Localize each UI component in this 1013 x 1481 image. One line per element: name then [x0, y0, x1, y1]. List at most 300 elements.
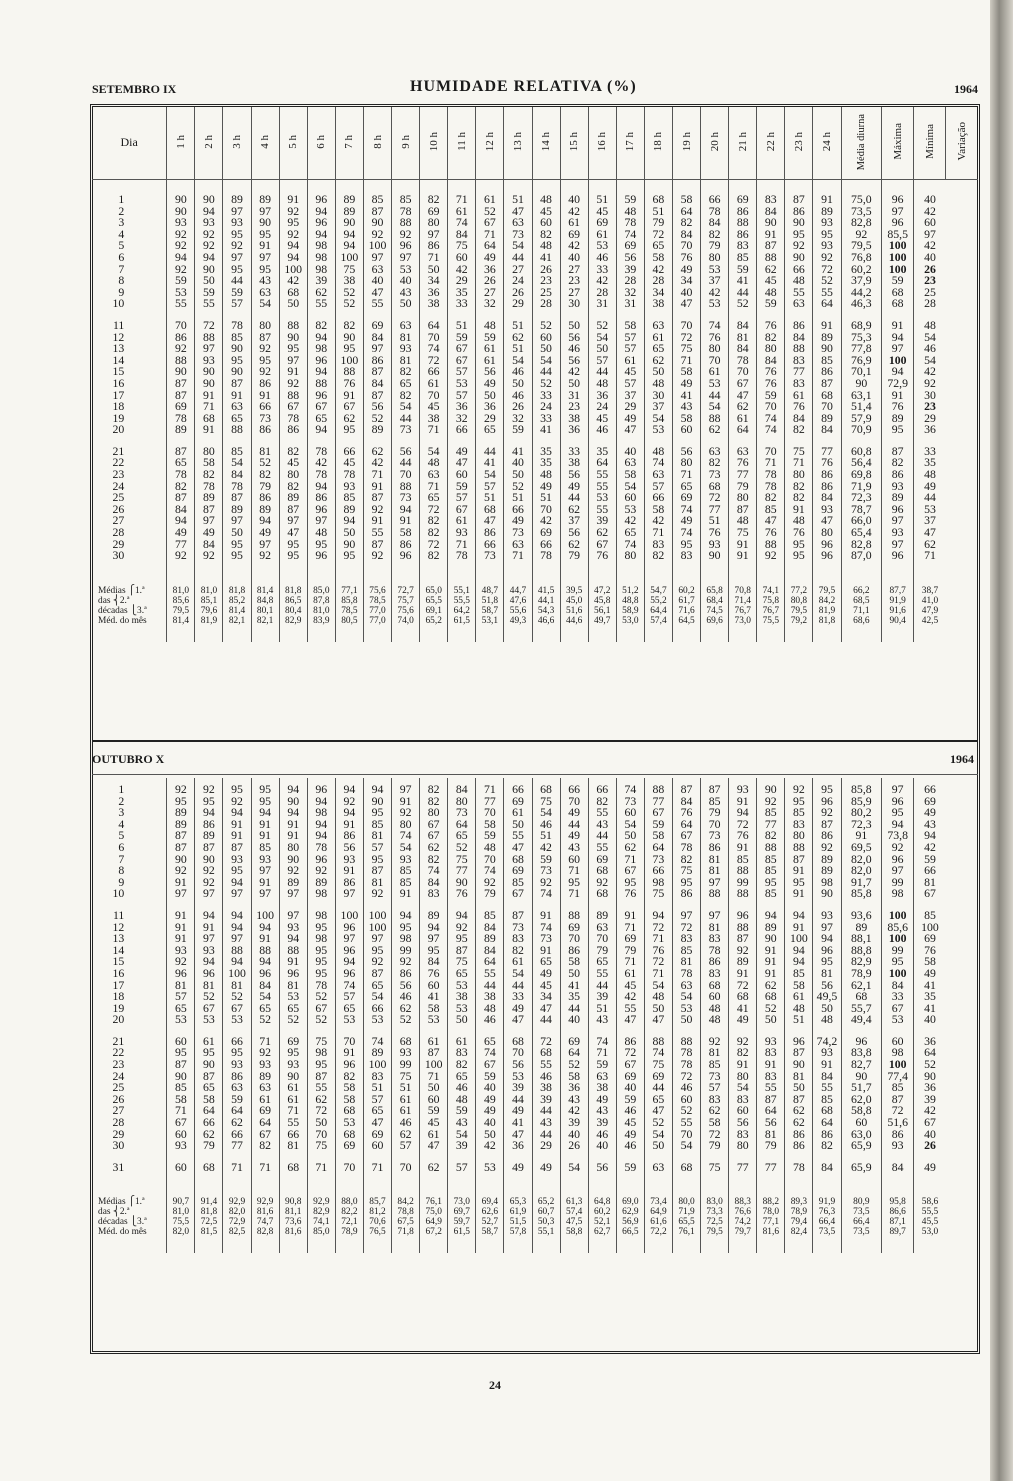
value-cell: 92	[279, 229, 307, 241]
value-cell: 71	[195, 401, 223, 413]
value-cell: 98	[307, 252, 335, 264]
spacer-cell	[363, 562, 391, 586]
value-cell: 50	[532, 343, 560, 355]
month-label: SETEMBRO IX	[92, 82, 177, 96]
value-cell: 57	[588, 355, 616, 367]
value-cell: 35	[532, 446, 560, 458]
value-cell: 97	[307, 515, 335, 527]
section-rule	[92, 774, 978, 775]
value-cell: 92	[841, 229, 882, 241]
value-cell: 40	[476, 1082, 504, 1094]
table-row	[92, 469, 978, 481]
table-row	[92, 481, 978, 493]
value-cell: 94	[195, 807, 223, 819]
column-header	[420, 107, 448, 180]
day-cell: 27	[112, 1103, 125, 1118]
value-cell: 49	[729, 1014, 757, 1026]
spacer-cell	[476, 562, 504, 586]
value-cell: 63	[504, 217, 532, 229]
value-cell: 44	[504, 1094, 532, 1106]
day-cell: 4	[118, 816, 125, 831]
value-cell: 51	[588, 1003, 616, 1015]
value-cell: 35	[914, 457, 946, 469]
value-cell: 41	[476, 457, 504, 469]
value-cell: 87	[785, 1047, 813, 1059]
value-cell: 40	[914, 1014, 946, 1026]
column-header-label: 12 h	[483, 132, 496, 152]
value-cell: 75	[448, 854, 476, 866]
value-cell: 41	[532, 252, 560, 264]
value-cell: 61	[785, 991, 813, 1003]
value-cell: 91	[616, 910, 644, 922]
average-value: 72,5	[701, 1217, 729, 1227]
value-cell: 41	[560, 980, 588, 992]
average-value: 51,8	[476, 596, 504, 606]
value-cell: 65	[167, 1003, 195, 1015]
value-cell: 94	[882, 819, 914, 831]
average-value: 66,4	[841, 1217, 882, 1227]
value-cell: 68	[813, 390, 841, 402]
value-cell: 58	[335, 1082, 363, 1094]
value-cell: 72	[532, 1036, 560, 1048]
value-cell: 42	[644, 515, 672, 527]
value-cell: 81	[167, 980, 195, 992]
average-value: 80,9	[841, 1197, 882, 1207]
value-cell: 93	[757, 1036, 785, 1048]
spacer-row	[92, 900, 978, 910]
column-header	[914, 107, 946, 180]
value-cell: 47	[504, 842, 532, 854]
value-cell: 96	[785, 1036, 813, 1048]
value-cell: 73	[504, 527, 532, 539]
spacer-cell	[729, 562, 757, 586]
value-cell: 58	[560, 956, 588, 968]
value-cell: 59	[420, 1105, 448, 1117]
value-cell: 32	[476, 298, 504, 310]
value-cell: 69	[588, 217, 616, 229]
value-cell: 96	[882, 194, 914, 206]
value-cell: 91	[729, 1059, 757, 1071]
value-cell: 62	[307, 1094, 335, 1106]
value-cell: 93	[223, 854, 251, 866]
value-cell: 95	[882, 807, 914, 819]
spacer-cell	[914, 626, 946, 642]
average-value: 39,5	[560, 586, 588, 596]
value-cell: 81	[392, 332, 420, 344]
value-cell: 83	[729, 1094, 757, 1106]
day-cell: 14	[112, 352, 125, 367]
value-cell: 87,0	[841, 550, 882, 562]
value-cell: 55	[363, 298, 391, 310]
value-cell: 78	[785, 1162, 813, 1174]
value-cell: 93	[813, 1047, 841, 1059]
value-cell: 92	[195, 865, 223, 877]
value-cell: 76	[701, 527, 729, 539]
value-cell: 88	[729, 217, 757, 229]
value-cell: 52	[307, 991, 335, 1003]
value-cell: 81	[701, 865, 729, 877]
value-cell: 81	[672, 956, 700, 968]
average-value: 65,2	[532, 1197, 560, 1207]
value-cell: 42	[560, 366, 588, 378]
value-cell: 54	[392, 842, 420, 854]
value-cell: 46	[588, 424, 616, 436]
value-cell: 90	[279, 854, 307, 866]
value-cell: 92	[167, 784, 195, 796]
september-table	[92, 107, 978, 642]
value-cell: 57,9	[841, 413, 882, 425]
value-cell: 49	[560, 830, 588, 842]
day-cell: 18	[112, 989, 125, 1004]
column-header	[588, 107, 616, 180]
value-cell: 25	[532, 287, 560, 299]
value-cell: 50	[392, 298, 420, 310]
table-row	[92, 1071, 978, 1083]
value-cell: 82,9	[841, 956, 882, 968]
value-cell: 95	[363, 945, 391, 957]
value-cell: 43	[560, 842, 588, 854]
average-value: 92,9	[251, 1197, 279, 1207]
value-cell: 55	[588, 968, 616, 980]
value-cell: 88	[560, 910, 588, 922]
average-value: 72,5	[195, 1217, 223, 1227]
average-value: 55,5	[914, 1207, 946, 1217]
average-value: 74,2	[729, 1217, 757, 1227]
value-cell: 66	[223, 1036, 251, 1048]
table-row	[92, 784, 978, 796]
value-cell: 65	[644, 240, 672, 252]
value-cell: 46	[672, 1082, 700, 1094]
value-cell: 99	[882, 945, 914, 957]
value-cell: 89	[363, 1047, 391, 1059]
value-cell: 100	[882, 240, 914, 252]
value-cell: 91	[532, 910, 560, 922]
average-value: 91,4	[195, 1197, 223, 1207]
average-label: Médias ⎧1.ª	[98, 1197, 145, 1208]
average-value: 71,6	[672, 606, 700, 616]
value-cell: 100	[882, 1059, 914, 1071]
value-cell: 79	[588, 945, 616, 957]
value-cell: 73,5	[841, 206, 882, 218]
column-header-label: 11 h	[455, 132, 468, 152]
value-cell: 62	[785, 1117, 813, 1129]
value-cell: 67	[307, 1003, 335, 1015]
value-cell: 60	[616, 807, 644, 819]
value-cell: 91	[813, 194, 841, 206]
column-header	[363, 107, 391, 180]
value-cell: 58	[616, 469, 644, 481]
value-cell: 55	[307, 298, 335, 310]
value-cell: 84	[448, 784, 476, 796]
value-cell: 51,6	[882, 1117, 914, 1129]
value-cell: 100	[335, 252, 363, 264]
value-cell: 99	[392, 1059, 420, 1071]
value-cell: 67	[476, 217, 504, 229]
value-cell: 91	[223, 390, 251, 402]
value-cell: 62	[420, 842, 448, 854]
value-cell: 71	[672, 355, 700, 367]
value-cell: 67	[448, 355, 476, 367]
average-value: 73,6	[279, 1217, 307, 1227]
value-cell: 88,1	[841, 933, 882, 945]
value-cell: 82	[757, 492, 785, 504]
value-cell: 81	[701, 922, 729, 934]
day-cell: 1	[118, 782, 125, 796]
value-cell: 48	[644, 446, 672, 458]
column-header	[785, 107, 813, 180]
average-value: 82,1	[223, 616, 251, 626]
day-cell: 22	[112, 1045, 125, 1060]
value-cell: 93	[813, 504, 841, 516]
value-cell: 69	[167, 401, 195, 413]
value-cell: 87	[195, 1071, 223, 1083]
average-value: 47,2	[588, 586, 616, 596]
value-cell: 81	[701, 854, 729, 866]
value-cell: 57	[363, 1094, 391, 1106]
day-cell: 25	[112, 1080, 125, 1095]
table-row	[92, 390, 978, 402]
average-row	[92, 1227, 978, 1237]
value-cell: 85,8	[841, 888, 882, 900]
value-cell: 37	[560, 515, 588, 527]
value-cell: 63	[223, 401, 251, 413]
value-cell: 66	[476, 539, 504, 551]
value-cell: 39	[307, 275, 335, 287]
average-value: 85,6	[167, 596, 195, 606]
day-cell: 26	[112, 1091, 125, 1106]
value-cell: 50	[616, 830, 644, 842]
day-cell: 12	[112, 919, 125, 934]
value-cell: 84	[363, 378, 391, 390]
value-cell: 80	[785, 469, 813, 481]
value-cell: 88	[729, 865, 757, 877]
value-cell: 97	[279, 910, 307, 922]
value-cell: 90	[195, 366, 223, 378]
value-cell: 91	[785, 922, 813, 934]
value-cell: 98	[307, 888, 335, 900]
value-cell: 61	[560, 217, 588, 229]
value-cell: 86	[335, 830, 363, 842]
value-cell: 44	[560, 492, 588, 504]
value-cell: 98	[392, 933, 420, 945]
value-cell: 30	[644, 390, 672, 402]
spacer-cell	[307, 626, 335, 642]
value-cell: 86	[785, 1140, 813, 1152]
value-cell: 85	[701, 796, 729, 808]
value-cell: 91	[882, 390, 914, 402]
value-cell: 33	[588, 264, 616, 276]
value-cell: 79	[757, 1140, 785, 1152]
value-cell: 77,8	[841, 343, 882, 355]
value-cell: 41	[672, 390, 700, 402]
value-cell: 84	[882, 1162, 914, 1174]
value-cell: 23	[560, 275, 588, 287]
value-cell: 42	[279, 275, 307, 287]
value-cell: 49	[476, 1094, 504, 1106]
value-cell: 53	[448, 980, 476, 992]
value-cell: 61	[476, 194, 504, 206]
average-value: 65,8	[701, 586, 729, 596]
value-cell: 61	[504, 807, 532, 819]
value-cell: 91	[279, 830, 307, 842]
value-cell: 78	[223, 320, 251, 332]
value-cell: 90	[363, 796, 391, 808]
value-cell: 63	[644, 320, 672, 332]
value-cell: 90	[841, 378, 882, 390]
value-cell: 56	[813, 980, 841, 992]
value-cell: 95	[813, 229, 841, 241]
spacer-cell	[307, 1237, 335, 1253]
value-cell: 84	[813, 1162, 841, 1174]
value-cell: 54	[476, 469, 504, 481]
average-value: 62,7	[588, 1227, 616, 1237]
value-cell: 74	[448, 217, 476, 229]
spacer-cell	[616, 1173, 644, 1197]
average-value: 83,9	[307, 616, 335, 626]
value-cell: 79	[195, 1140, 223, 1152]
value-cell: 87	[167, 378, 195, 390]
value-cell: 63	[363, 264, 391, 276]
value-cell: 75	[307, 1036, 335, 1048]
value-cell: 84	[757, 355, 785, 367]
value-cell: 41	[420, 991, 448, 1003]
average-value: 44,7	[504, 586, 532, 596]
day-cell: 13	[112, 341, 125, 356]
october-title: OUTUBRO X	[92, 752, 165, 766]
value-cell: 90	[167, 1071, 195, 1083]
value-cell: 39	[914, 1094, 946, 1106]
value-cell: 91	[785, 504, 813, 516]
average-value: 66,5	[616, 1227, 644, 1237]
value-cell: 68	[882, 287, 914, 299]
value-cell: 78	[757, 469, 785, 481]
column-header-label: 10 h	[427, 132, 440, 152]
value-cell: 92	[223, 796, 251, 808]
value-cell: 61	[392, 1105, 420, 1117]
value-cell: 76	[729, 457, 757, 469]
average-value: 70,6	[363, 1217, 391, 1227]
table-row	[92, 264, 978, 276]
average-value: 74,1	[307, 1217, 335, 1227]
value-cell: 92	[167, 956, 195, 968]
value-cell: 87	[167, 842, 195, 854]
value-cell: 62	[223, 1117, 251, 1129]
value-cell: 45	[420, 401, 448, 413]
value-cell: 97	[195, 933, 223, 945]
value-cell: 82	[307, 320, 335, 332]
spacer-cell	[560, 562, 588, 586]
value-cell: 89	[167, 424, 195, 436]
value-cell: 74	[420, 865, 448, 877]
average-row	[92, 616, 978, 626]
average-label: décadas ⎩3.ª	[98, 1217, 147, 1228]
table-row	[92, 1014, 978, 1026]
value-cell: 46	[616, 1140, 644, 1152]
value-cell: 84	[448, 229, 476, 241]
column-header-label: 5 h	[287, 134, 300, 149]
value-cell: 87	[167, 492, 195, 504]
day-cell: 5	[118, 238, 125, 253]
value-cell: 48	[476, 320, 504, 332]
value-cell: 36	[588, 390, 616, 402]
value-cell: 100	[882, 968, 914, 980]
spacer-cell	[701, 626, 729, 642]
value-cell: 65	[392, 378, 420, 390]
value-cell: 78	[757, 481, 785, 493]
value-cell: 73	[476, 550, 504, 562]
value-cell: 32	[504, 413, 532, 425]
value-cell: 55	[588, 807, 616, 819]
spacer-cell	[279, 1173, 307, 1197]
value-cell: 73	[504, 922, 532, 934]
spacer-cell	[532, 626, 560, 642]
value-cell: 62	[644, 355, 672, 367]
value-cell: 76	[644, 945, 672, 957]
value-cell: 95	[813, 784, 841, 796]
average-value: 75,5	[167, 1217, 195, 1227]
value-cell: 39	[448, 1140, 476, 1152]
value-cell: 49	[588, 1094, 616, 1106]
spacer-cell	[92, 1026, 167, 1036]
value-cell: 93	[195, 217, 223, 229]
value-cell: 63	[251, 1082, 279, 1094]
value-cell: 55	[532, 1059, 560, 1071]
table-row	[92, 888, 978, 900]
value-cell: 40	[672, 287, 700, 299]
value-cell: 47	[448, 457, 476, 469]
value-cell: 78	[448, 550, 476, 562]
value-cell: 60	[672, 1094, 700, 1106]
column-header-label: 23 h	[792, 132, 805, 152]
spacer-cell	[882, 626, 914, 642]
value-cell: 42	[914, 240, 946, 252]
spacer-cell	[532, 562, 560, 586]
average-value: 71,9	[672, 1207, 700, 1217]
table-row	[92, 842, 978, 854]
spacer-cell	[448, 626, 476, 642]
value-cell: 86	[476, 527, 504, 539]
spacer-row	[92, 1173, 978, 1197]
column-header	[223, 107, 251, 180]
value-cell: 84	[729, 320, 757, 332]
day-cell: 7	[118, 851, 125, 866]
value-cell: 59	[914, 854, 946, 866]
value-cell: 70	[757, 446, 785, 458]
average-value: 73,5	[841, 1207, 882, 1217]
value-cell: 58	[914, 956, 946, 968]
value-cell: 71	[251, 1036, 279, 1048]
value-cell: 97	[392, 252, 420, 264]
spacer-cell	[644, 1237, 672, 1253]
value-cell: 52	[644, 1117, 672, 1129]
spacer-cell	[335, 562, 363, 586]
value-cell: 86	[813, 830, 841, 842]
value-cell: 64	[420, 320, 448, 332]
value-cell: 80	[701, 343, 729, 355]
average-value: 90,7	[167, 1197, 195, 1207]
value-cell: 36	[448, 401, 476, 413]
value-cell: 52	[448, 842, 476, 854]
spacer-cell	[195, 626, 223, 642]
day-cell: 30	[112, 548, 125, 563]
value-cell: 93	[223, 1059, 251, 1071]
value-cell: 82	[672, 217, 700, 229]
spacer-cell	[914, 1173, 946, 1197]
value-cell: 94	[363, 784, 391, 796]
value-cell: 44	[644, 1082, 672, 1094]
value-cell: 89	[841, 922, 882, 934]
value-cell: 86	[813, 1129, 841, 1141]
